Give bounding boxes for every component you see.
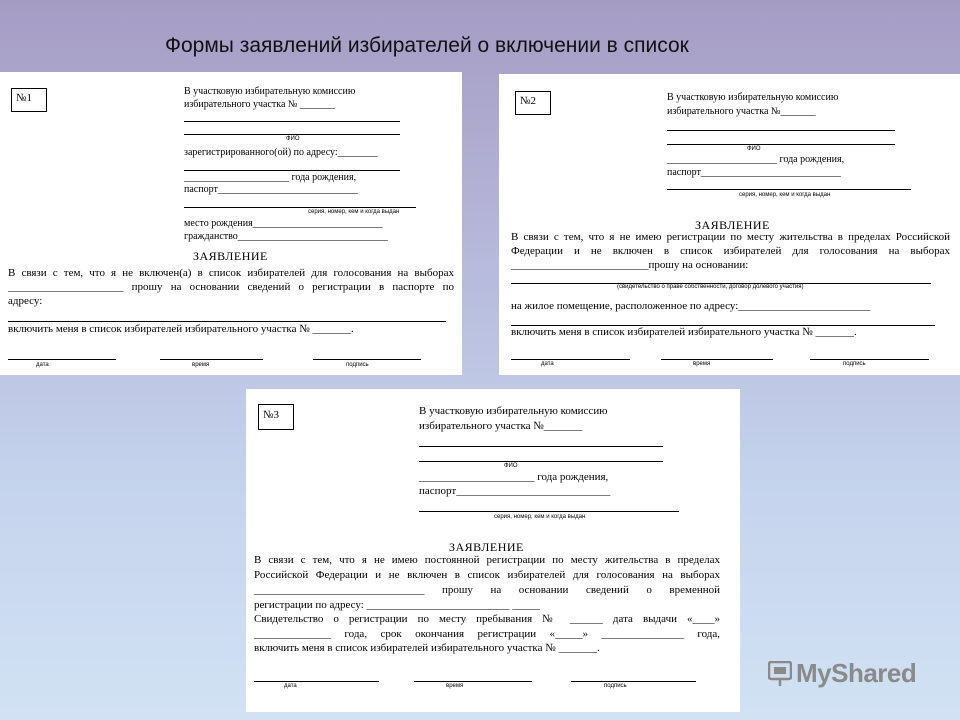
addressee-line-2: избирательного участка №_______ <box>419 420 583 432</box>
form-1 <box>0 72 462 375</box>
myshared-logo <box>768 658 916 689</box>
signature-line <box>511 359 630 360</box>
signature-line <box>414 681 532 682</box>
date-caption: дата <box>284 683 297 689</box>
statement-heading: ЗАЯВЛЕНИЕ <box>695 218 770 232</box>
addressee-line-1: В участковую избирательную комиссию <box>184 86 356 97</box>
addressee-line-1: В участковую избирательную комиссию <box>419 405 608 417</box>
body-line: включить меня в список избирателей избирательного участка № _______. <box>254 642 600 654</box>
time-caption: время <box>693 361 711 367</box>
citizenship-line: гражданство______________________________ <box>184 231 388 242</box>
blank-line <box>419 511 679 512</box>
certificate-caption: (свидетельство о праве собственности, договор долевого участия) <box>617 284 804 290</box>
body-line: ______________ года, срок окончания регистрации «_____» _______________ года, <box>254 628 720 640</box>
blank-line <box>184 207 416 208</box>
body-line: Федерации и не включен в список избирателей для голосования на выборах <box>511 245 950 257</box>
blank-line <box>184 121 400 122</box>
logo-text: MyShared <box>796 658 917 688</box>
form-3 <box>246 389 740 712</box>
body-line: В связи с тем, что я не имею регистрации по месту жительства в пределах Российской <box>511 231 950 243</box>
passport-caption: серия, номер, кем и когда выдан <box>739 192 831 198</box>
blank-line <box>419 461 663 462</box>
blank-line <box>667 130 895 131</box>
birth-year-line: _____________________ года рождения, <box>184 172 357 183</box>
form-number-box: №3 <box>258 404 294 430</box>
body-line: включить меня в список избирателей избирательного участка № _______. <box>511 326 857 338</box>
signature-line <box>160 359 263 360</box>
blank-line <box>184 170 400 171</box>
signature-caption: подпись <box>346 362 369 368</box>
body-line: регистрации по адресу: __________________________ _____ <box>254 599 540 611</box>
statement-heading: ЗАЯВЛЕНИЕ <box>193 249 268 263</box>
signature-caption: подпись <box>604 683 627 689</box>
time-caption: время <box>446 683 464 689</box>
blank-line <box>8 321 446 322</box>
signature-line <box>313 359 421 360</box>
addressee-line-2: избирательного участка №_______ <box>667 106 816 117</box>
blank-line <box>419 446 663 447</box>
passport-line: паспорт____________________________ <box>667 167 841 178</box>
blank-line <box>184 134 400 135</box>
passport-caption: серия, номер, кем и когда выдан <box>308 209 400 215</box>
form-2 <box>499 74 960 375</box>
slide-title: Формы заявлений избирателей о включении в список <box>165 34 689 57</box>
body-line: включить меня в список избирателей избирательного участка № _______. <box>8 323 354 335</box>
birthplace-line: место рождения__________________________ <box>184 218 383 229</box>
projector-icon <box>768 661 792 687</box>
passport-line: паспорт____________________________ <box>184 184 358 195</box>
form-number-box: №2 <box>515 91 551 115</box>
date-caption: дата <box>541 361 554 367</box>
fio-caption: ФИО <box>504 463 518 469</box>
body-line: на жилое помещение, расположенное по адресу:________________________ <box>511 300 871 312</box>
body-line: Свидетельство о регистрации по месту пребывания № ______ дата выдачи «____» <box>254 613 720 625</box>
addressee-line-2: избирательного участка № _______ <box>184 99 335 110</box>
blank-line <box>667 189 911 190</box>
body-line: Российской Федерации и не включен в список избирателей для голосования на выборах <box>254 569 720 581</box>
registered-address: зарегистрированного(ой) по адресу:________ <box>184 147 378 158</box>
signature-line <box>254 681 379 682</box>
signature-caption: подпись <box>843 361 866 367</box>
statement-heading: ЗАЯВЛЕНИЕ <box>449 540 524 554</box>
signature-line <box>571 681 696 682</box>
birth-year-line: ______________________ года рождения, <box>667 154 845 165</box>
signature-line <box>8 359 116 360</box>
addressee-line-1: В участковую избирательную комиссию <box>667 92 839 103</box>
body-line: _____________________ прошу на основании сведений о регистрации в паспорте по <box>8 281 454 293</box>
body-line: _________________________прошу на основании: <box>511 259 749 271</box>
fio-caption: ФИО <box>747 146 761 152</box>
passport-line: паспорт____________________________ <box>419 485 611 497</box>
time-caption: время <box>192 362 210 368</box>
passport-caption: серия, номер, кем и когда выдан <box>494 514 586 520</box>
date-caption: дата <box>36 362 49 368</box>
form-number-box: №1 <box>11 88 47 112</box>
body-line: В связи с тем, что я не имею постоянной регистрации по месту жительства в пределах <box>254 554 720 566</box>
body-line: адресу: <box>8 295 43 307</box>
birth-year-line: _____________________ года рождения, <box>419 471 609 483</box>
signature-line <box>661 359 773 360</box>
body-line: _______________________________ прошу на основании сведений о временной <box>254 584 720 596</box>
signature-line <box>810 359 929 360</box>
body-line: В связи с тем, что я не включен(а) в список избирателей для голосования на выборах <box>8 267 454 279</box>
fio-caption: ФИО <box>286 136 300 142</box>
blank-line <box>667 144 895 145</box>
